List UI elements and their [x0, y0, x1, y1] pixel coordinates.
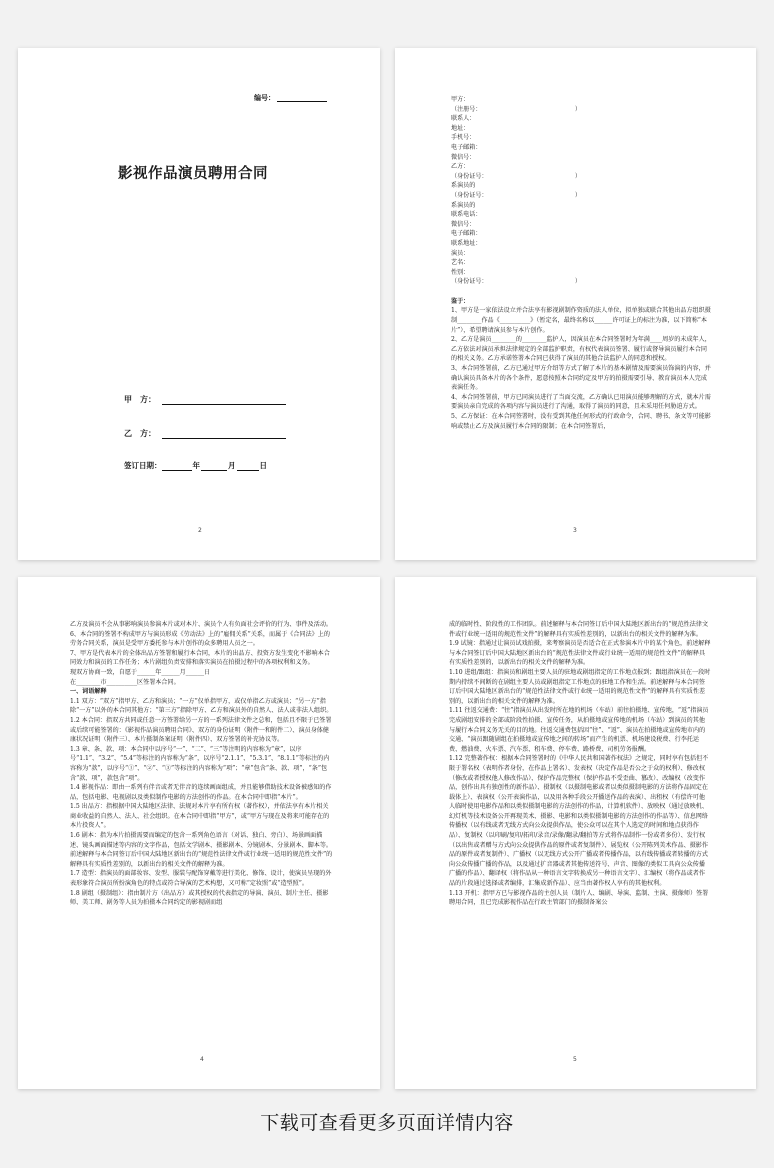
party-field-row	[451, 162, 713, 172]
party-field-suffix: ）	[574, 172, 581, 180]
party-field-label: 联系地址：	[451, 239, 482, 247]
section-heading: 一、词语解释	[70, 688, 107, 696]
party-field-label: 演员：	[451, 249, 470, 257]
contract-cover-page	[18, 48, 380, 560]
party-field-label: 联系电话：	[451, 211, 482, 219]
definition-clause: 1.12 完整著作权：根据本合同签署时的《中华人民共和国著作权法》之规定，同时享有包括但不限于署名权（表明作者身份，在作品上署名）、发表权（决定作品是否公之于众的权利）、修改权（修改或者授权他人修改作品）、保护作品完整权（保护作品不受歪曲、篡改）、改编权（改变作品，创作出具有独创性的新作品）、摄制权（以摄制电影或者以类似摄制电影的方法将作品固定在载体上）、表演权（公开表演作品，以及用各种手段公开播送作品的表演）、出租权（有偿许可他人临时使用电影作品和以类似摄制电影的方法创作的作品，计算机软件）、放映权（通过放映机、幻灯机等技术设备公开再现美术、摄影、电影和以类似摄制电影的方法创作的作品等）、信息网络传播权（以有线或者无线方式向公众提供作品，使公众可以在其个人选定的时间和地点获得作品）、复制权（以印刷/复印/拓印/录音/录像/翻录/翻拍等方式将作品制作一份或者多份）、发行权（以出售或者赠与方式向公众提供作品的原件或者复制件）、展览权（公开陈列美术作品、摄影作品的原件或者复制件）、广播权（以无线方式公开广播或者传播作品，以有线传播或者转播的方式向公众传播广播的作品，以及通过扩音器或者其他传送符号、声音、图像的类似工具向公众传播广播的作品）、翻译权（将作品从一种语言文字转换成另一种语言文字）、汇编权（将作品或者作品的片段通过选择或者编排，汇集成新作品）、应当由著作权人享有的其他权利。	[449, 755, 709, 888]
party-b-field	[124, 428, 286, 439]
party-a-field	[124, 394, 286, 405]
preamble-clause: 6、本合同的签署不构成甲方与演员形成《劳动法》上的“雇佣关系”关系，而属于《合同法》上的劳务合同关系，演员是受甲方委托参与本片创作的众多聘用人员之一。	[70, 630, 330, 648]
sign-date-field	[124, 460, 268, 471]
page-number: 2	[198, 527, 202, 534]
preamble-clause: 4、本合同签署前，甲方已同演员进行了当面交流，乙方确认已用演员能够理解的方式，就本片需要演员亲自完成的各项内容与演员进行了沟通，取得了演员的同意，且未采用任何胁迫方式。	[451, 393, 711, 411]
definition-clause: 成的临时性、阶段性的工作团队。前述解释与本合同签订后中国大陆地区新出台的“规范性法律文件或行业统一适用的规范性文件”的解释具有实质性差别的，以新出台的相关文件的解释为准。	[449, 621, 709, 638]
party-field-label: 系演员的	[451, 201, 476, 209]
party-field-suffix: ）	[574, 191, 581, 199]
contract-page-definitions	[18, 577, 380, 1089]
party-field-label: 电子邮箱：	[451, 143, 482, 151]
definition-clause: 1.10 进组/跟组：指演员和剧组主要人员的驻地或剧组指定的工作地点报到；跟组指演员在一段时期内持续不间断的在剧组主要人员或剧组指定工作地点的驻地工作和生活。前述解释与本合同签订后中国大陆地区新出台的“规范性法律文件或行业统一适用的规范性文件”的解释具有实质性差别的，以新出台的相关文件的解释为准。	[449, 668, 711, 705]
definition-list	[449, 620, 711, 908]
definition-clause: 1.7 造型：指演员的面部妆容、发型、服装与配饰穿戴等进行美化、修饰、设计，使演员呈现的外表形象符合演员所扮演角色的特点或符合导演的艺术构想，又可称“定妆照”或“造型照”。	[70, 870, 332, 888]
party-field-label: 电子邮箱：	[451, 230, 482, 238]
definition-clause: 1.9 试镜：指通过让演员试戏拍摄，来考察演员是否适合在正式参演本片中的某个角色，前述解释与本合同签订后中国大陆地区新出台的“规范性法律文件或行业统一适用的规范性文件”的解释具有实质性差别的，以新出台的相关文件的解释为准。	[449, 640, 711, 667]
preamble-clause: 2、乙方是演员________的________监护人，因演员在本合同签署时为年满____周岁的未成年人，乙方依法对演员承担法律规定的全部监护职责，有权代表演员签署、履行或督导演员履行本合同的相关义务。乙方承诺签署本合同已获得了演员的其他合法监护人的同意和授权。	[451, 336, 711, 363]
preamble-paragraphs	[451, 306, 713, 431]
party-b-label: 乙 方：	[124, 429, 156, 438]
sign-date-label: 签订日期：	[124, 461, 162, 470]
preamble-clause: 在________市__________区签署本合同。	[70, 678, 180, 686]
party-field-row	[451, 95, 713, 105]
page-body	[449, 620, 711, 908]
party-field-row	[451, 191, 713, 201]
preamble-clause: 现双方协商一致，自愿于______年______月______日	[70, 668, 211, 676]
party-field-row	[451, 153, 713, 163]
party-field-row	[451, 229, 713, 239]
preamble-clause: 3、本合同签署前，乙方已通过甲方介绍等方式了解了本片的基本剧情及需要演员饰演的内容，并确认演员具备本片的各个条件，愿意按照本合同约定及甲方的拍摄需要引导、教育演员本人完成表演任务。	[451, 365, 711, 392]
contract-page-parties	[395, 48, 756, 560]
party-a-blank	[162, 396, 286, 405]
contract-number-label: 编号：	[254, 94, 275, 102]
party-field-label: 联系人：	[451, 115, 476, 123]
definition-clause: 1.8 剧组（摄制组）：指由制片方（出品方）或其授权的代表指定的导演、演员、制片主任、摄影师、美工师、剧务等人员为拍摄本合同约定的影视剧而组	[70, 889, 329, 907]
download-more-prompt[interactable]: 下载可查看更多页面详情内容	[260, 1112, 514, 1134]
party-field-label: 地址：	[451, 124, 470, 132]
page-body	[70, 620, 334, 908]
party-field-label: 艺名：	[451, 259, 470, 267]
party-field-row	[451, 201, 713, 211]
party-field-row	[451, 105, 713, 115]
month-label: 月	[228, 461, 236, 470]
party-field-label: （注册号：	[451, 105, 482, 113]
preamble-continued	[70, 620, 334, 687]
definition-clause: 1.5 出品方：指根据中国大陆地区法律、法规对本片享有所有权（著作权），并依法享有本片相关商业收益的自然人、法人、社会组织。在本合同中即指“甲方”，或“甲方与现在及将来可能存在的本片投资人”。	[70, 803, 330, 830]
definition-list	[70, 697, 334, 908]
page-number: 5	[573, 1056, 577, 1063]
definition-clause: 1.2 本合同：指双方共同或任意一方签署给另一方的一系列法律文件之总和，包括且不限于已签署或后续可能签署的：《影视作品演员聘用合同》、双方的身份证明（附件一和附件二）、演员身体健康状况证明（附件三）、本片摄制备案证明（附件四）、双方签署的补充协议等。	[70, 716, 332, 744]
preamble-heading: 鉴于：	[451, 297, 470, 305]
preamble-clause: 乙方及演员不会从事影响演员参演本片或对本片、演员个人有负面社会评价的行为、事件及活动。	[70, 621, 333, 628]
definition-clause: 1.1 双方：“双方”指甲方、乙方和演员；“一方”仅单指甲方，或仅单指乙方或演员；“另一方”指除“一方”以外的本合同其他方；“第三方”指除甲方、乙方和演员外的自然人、法人或非法人组织。	[70, 697, 333, 715]
year-blank	[162, 463, 192, 471]
page-body	[451, 95, 713, 431]
party-a-label: 甲 方：	[124, 395, 156, 404]
party-field-label: （身份证号：	[451, 172, 488, 180]
party-field-label: （身份证号：	[451, 191, 488, 199]
party-field-label: 甲方：	[451, 96, 470, 103]
party-field-suffix: ）	[574, 105, 581, 113]
party-field-row	[451, 114, 713, 124]
preamble-clause: 5、乙方保证：在本合同签署时，没有受到其他任何形式的行政命令，合同、聘书、条文等可能影响或禁止乙方及演员履行本合同的限制；在本合同签署后，	[451, 413, 711, 430]
party-field-row	[451, 239, 713, 249]
day-blank	[237, 463, 259, 471]
party-field-label: 性别：	[451, 268, 470, 276]
party-field-row	[451, 124, 713, 134]
party-field-suffix: ）	[574, 278, 581, 286]
definition-clause: 1.11 往返交通费：“往”指演员从出发时所在地的机场（车站）前往拍摄地、宣传地，“返”指演员完成剧组安排的全部或阶段性拍摄、宣传任务，从拍摄地或宣传地的机场（车站）到演员的其他与履行本合同义务无关的目的地。往返交通费包括因“往”、“返”、演员在拍摄地或宣传地市内的交通、“演员跟随剧组在拍摄地或宣传地之间的转场”而产生的机票、机场建设税费、行李托运费、燃油费、火车票、汽车票、租车费、停车费、路桥费、司机劳务报酬。	[449, 707, 709, 753]
contract-page-definitions-continued	[395, 577, 756, 1089]
preamble-clause: 1、甲方是一家依法设立并合法享有影视剧制作资质的法人单位，拟单独或联合其他出品方组织摄制________作品《__________》（暂定名，最终名称以______许可证上的标注为准，以下简称“本片”），希望聘请演员参与本片创作。	[451, 307, 711, 334]
party-field-row	[451, 210, 713, 220]
party-field-label: 乙方：	[451, 163, 470, 171]
party-field-row	[451, 220, 713, 230]
contract-number-field	[254, 93, 327, 103]
party-field-label: 手机号：	[451, 134, 476, 142]
party-field-row	[451, 268, 713, 278]
definition-clause: 1.4 影视作品：即由一系列有伴音或者无伴音的连续画面组成，并且能够借助技术设备被感知的作品，包括电影、电视剧以及类似制作电影的方法创作的作品。在本合同中即指“本片”。	[70, 784, 332, 801]
party-field-row	[451, 133, 713, 143]
party-field-row	[451, 181, 713, 191]
month-blank	[201, 463, 227, 471]
definition-clause: 1.3 章、条、款、项：本合同中以序号“一”、“二”、“三”等注明的内容称为“章”，以序号“1.1”、“3.2”、“5.4”等标注的内容称为“条”，以序号“2.1.1”、“5.3.1”、“8.1.1”等标注的内容称为“款”，以序号“①”、“②”、“③”等标注的内容称为“项”；“章”包含“条、款、项”，“条”包含“款、项”，款包含“项”。	[70, 745, 330, 782]
party-field-label: 系演员的	[451, 182, 476, 190]
party-b-blank	[162, 430, 286, 439]
party-field-row	[451, 172, 713, 182]
party-field-row	[451, 143, 713, 153]
page-number: 4	[200, 1056, 204, 1063]
page-number: 3	[573, 527, 577, 534]
party-field-row	[451, 277, 713, 287]
contract-number-blank	[277, 94, 327, 102]
party-field-row	[451, 249, 713, 259]
day-label: 日	[259, 461, 267, 470]
party-field-label: （身份证号：	[451, 278, 488, 286]
contract-title: 影视作品演员聘用合同	[118, 166, 268, 182]
definition-clause: 1.13 开机：指甲方已与影视作品的主创人员（制片人、编剧、导演、监制、主演、摄像师）签署聘用合同，且已完成影视作品在行政主管部门的摄制备案公	[449, 889, 709, 907]
party-field-label: 微信号：	[451, 220, 476, 228]
preamble-clause: 7、甲方是代表本片的全体出品方签署和履行本合同，本片的出品方、投资方发生变化不影响本合同效力和演员的工作任务；本片剧组负责安排和落实演员在拍摄过程中的各项权利和义务。	[70, 649, 330, 667]
party-field-row	[451, 258, 713, 268]
year-label: 年	[192, 461, 200, 470]
party-field-label: 微信号：	[451, 153, 476, 161]
definition-clause: 1.6 剧本：指为本片拍摄需要而编定的包含一系列角色语言（对话、独白、旁白）、场景画面描述、镜头画面描述等内容的文字作品，包括文学剧本、摄影剧本、分镜剧本、分景剧本、脚本等。前述解释与本合同签订后中国大陆地区新出台的“规范性法律文件或行业统一适用的规范性文件”的解释具有实质性差别的，以新出台的相关文件的解释为准。	[70, 832, 333, 868]
party-info-fields	[451, 95, 713, 287]
